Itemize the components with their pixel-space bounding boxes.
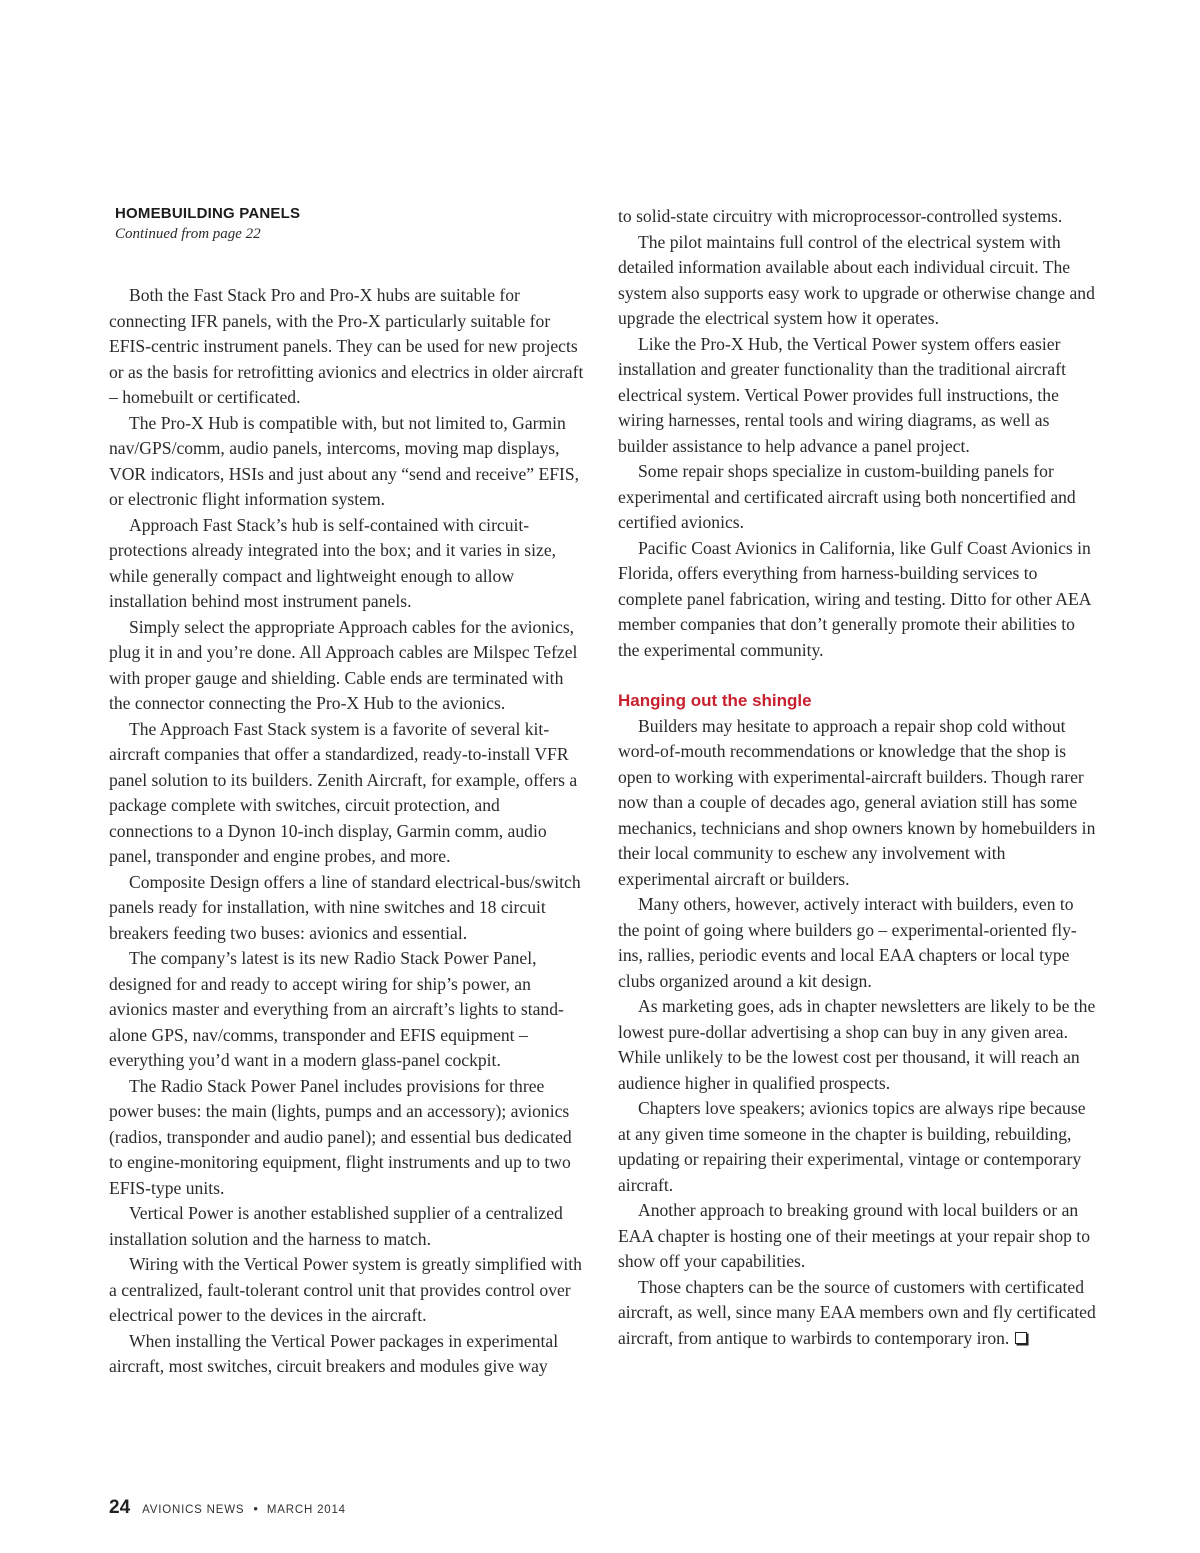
paragraph: The company’s latest is its new Radio Stack Power Panel, designed for and ready to accept wiring for ship’s power, an avionics master and everything from an aircraft’s lights to stand-alone GPS, nav/comms, transponder and EFIS equipment – everything you’d want in a modern glass-panel cockpit. bbox=[109, 948, 564, 1070]
paragraph: Like the Pro-X Hub, the Vertical Power system offers easier installation and greater functionality than the traditional aircraft electrical system. Vertical Power provides full instructions, the wiring harnesses, rental tools and wiring diagrams, as well as builder assistance to help advance a panel project. bbox=[618, 333, 1066, 456]
paragraph: Chapters love speakers; avionics topics are always ripe because at any given time someone in the chapter is building, rebuilding, updating or repairing their experimental, vintage or contemporary aircraft. bbox=[618, 1098, 1086, 1195]
paragraph: As marketing goes, ads in chapter newsletters are likely to be the lowest pure-dollar advertising a shop can buy in any given area. While unlikely to be the lowest cost per thousand, it will reach an audience higher in qualified prospects. bbox=[618, 996, 1096, 1093]
final-paragraph-text: Those chapters can be the source of customers with certificated aircraft, as well, since many EAA members own and fly certificated aircraft, from antique to warbirds to contemporary iron. bbox=[618, 1276, 1096, 1348]
paragraph: The Approach Fast Stack system is a favorite of several kit-aircraft companies that offer a standardized, ready-to-install VFR panel solution to its builders. Zenith Aircraft, for example, offers a package complete with switches, circuit protection, and connections to a Dynon 10-inch display, Garmin comm, audio panel, transponder and engine probes, and more. bbox=[109, 718, 578, 866]
paragraph: Both the Fast Stack Pro and Pro-X hubs are suitable for connecting IFR panels, with the Pro-X particularly suitable for EFIS-centric instrument panels. They can be used for new projects or as the basis for retrofitting avionics and electrics in older aircraft – homebuilt or certificated. bbox=[109, 285, 584, 407]
continued-note: Continued from page 22 bbox=[115, 226, 261, 242]
paragraph: Wiring with the Vertical Power system is greatly simplified with a centralized, fault-tolerant control unit that provides control over electrical power to the devices in the aircraft. bbox=[109, 1254, 582, 1325]
paragraph: Simply select the appropriate Approach cables for the avionics, plug it in and you’re done. All Approach cables are Milspec Tefzel with proper gauge and shielding. Cable ends are terminated with the connector connecting the Pro-X Hub to the avionics. bbox=[109, 616, 578, 713]
publication-name: AVIONICS NEWS bbox=[142, 1504, 245, 1516]
page-footer bbox=[109, 1497, 346, 1519]
footer-separator: • bbox=[253, 1501, 258, 1516]
paragraph: The pilot maintains full control of the electrical system with detailed information available about each individual circuit. The system also supports easy work to upgrade or otherwise change and upgrade the electrical system how it operates. bbox=[618, 231, 1095, 328]
paragraph: Many others, however, actively interact with builders, even to the point of going where builders go – experimental-oriented fly-ins, rallies, periodic events and local EAA chapters or local type clubs organized around a kit design. bbox=[618, 894, 1077, 991]
paragraph: Another approach to breaking ground with local builders or an EAA chapter is hosting one of their meetings at your repair shop to show off your capabilities. bbox=[618, 1200, 1090, 1271]
paragraph: Approach Fast Stack’s hub is self-contained with circuit-protections already integrated into the box; and it varies in size, while generally compact and lightweight enough to allow installation behind most instrument panels. bbox=[109, 514, 557, 611]
final-paragraph bbox=[618, 1275, 1096, 1352]
page-number: 24 bbox=[109, 1497, 131, 1518]
issue-date: MARCH 2014 bbox=[266, 1504, 346, 1516]
left-column bbox=[109, 204, 587, 1380]
subheading: Hanging out the shingle bbox=[618, 691, 812, 710]
paragraph: Vertical Power is another established supplier of a centralized installation solution and the harness to match. bbox=[109, 1203, 563, 1249]
paragraph: Composite Design offers a line of standard electrical-bus/switch panels ready for installation, with nine switches and 18 circuit breakers feeding two buses: avionics and essential. bbox=[109, 871, 581, 943]
paragraph: When installing the Vertical Power packages in experimental aircraft, most switches, circuit breakers and modules give way bbox=[109, 1330, 559, 1376]
paragraph: Some repair shops specialize in custom-building panels for experimental and certificated aircraft using both noncertified and certified avionics. bbox=[618, 461, 1076, 532]
section-label: HOMEBUILDING PANELS bbox=[115, 205, 301, 222]
paragraph: Builders may hesitate to approach a repair shop cold without word-of-mouth recommendations or knowledge that the shop is open to working with experimental-aircraft builders. Though rarer now than a couple of decades ago, general aviation still has some mechanics, technicians and shop owners known by homebuilders in their local community to eschew any involvement with experimental aircraft or builders. bbox=[618, 715, 1096, 889]
right-column bbox=[618, 204, 1096, 1351]
paragraph: Pacific Coast Avionics in California, like Gulf Coast Avionics in Florida, offers everything from harness-building services to complete panel fabrication, wiring and testing. Ditto for other AEA member companies that don’t generally promote their abilities to the experimental community. bbox=[618, 537, 1091, 660]
paragraph: The Radio Stack Power Panel includes provisions for three power buses: the main (lights, pumps and an accessory); avionics (radios, transponder and audio panel); and essential bus dedicated to engine-monitoring equipment, flight instruments and up to two EFIS-type units. bbox=[109, 1075, 572, 1198]
paragraph: The Pro-X Hub is compatible with, but not limited to, Garmin nav/GPS/comm, audio panels, intercoms, moving map displays, VOR indicators, HSIs and just about any “send and receive” EFIS, or electronic flight information system. bbox=[109, 412, 580, 509]
box-end-mark-icon bbox=[1015, 1332, 1027, 1344]
paragraph-continuation: to solid-state circuitry with microprocessor-controlled systems. bbox=[618, 206, 1063, 226]
